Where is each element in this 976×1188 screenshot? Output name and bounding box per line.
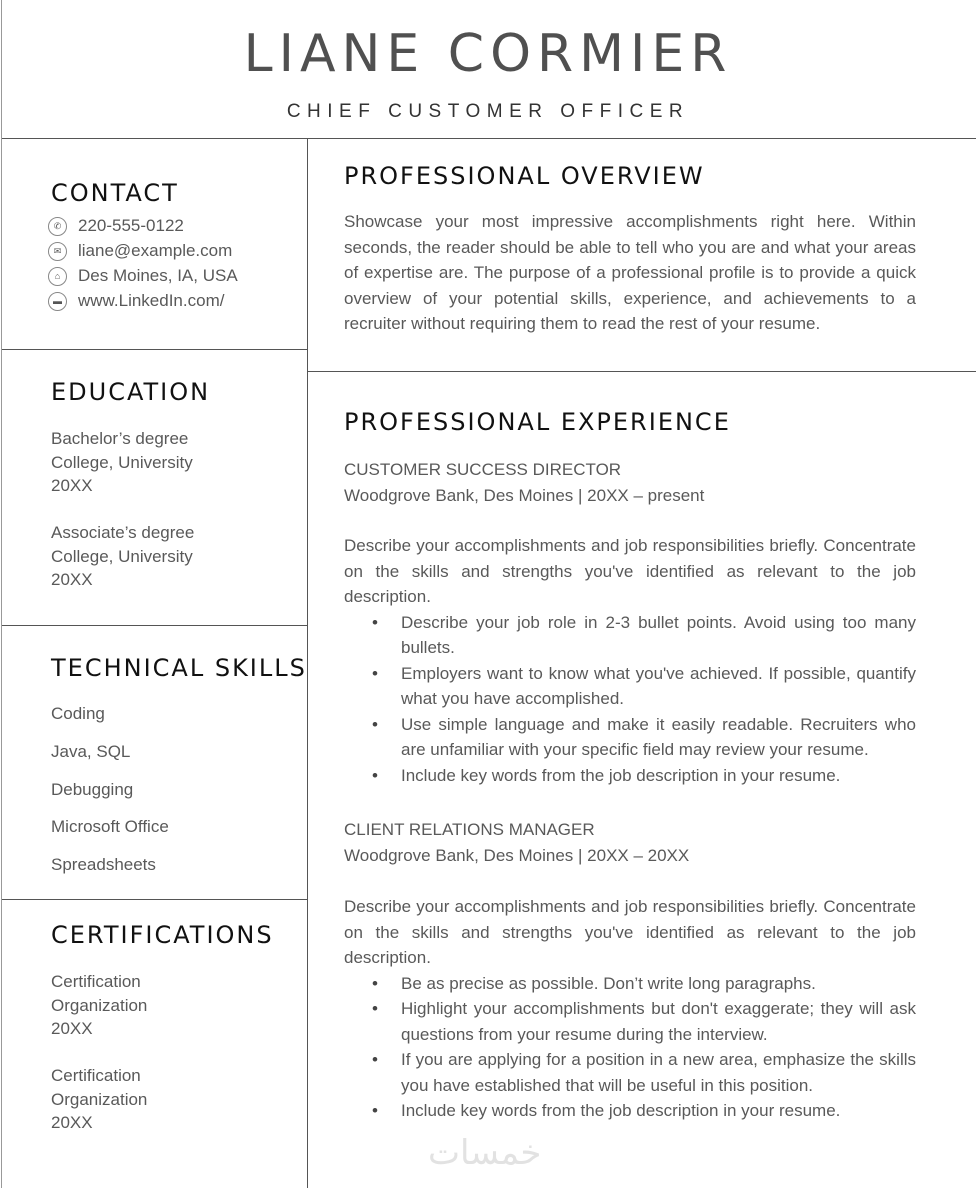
skill-item: Spreadsheets: [51, 855, 156, 874]
bullet-item: • Use simple language and make it easily readable. Recruiters who are unfamiliar with your specific field may review your resume.: [344, 712, 916, 763]
job-header: [344, 817, 689, 869]
year: 20XX: [51, 570, 93, 589]
sidebar-divider: [2, 899, 307, 900]
degree: Associate’s degree: [51, 523, 195, 542]
bullet-item: • If you are applying for a position in a new area, emphasize the skills you have established that will be useful in this position.: [344, 1047, 916, 1098]
candidate-name: LIANE CORMIER: [243, 24, 733, 84]
overview-heading: PROFESSIONAL OVERVIEW: [344, 162, 705, 190]
job-title: CLIENT RELATIONS MANAGER: [344, 820, 595, 839]
page-left-border: [1, 0, 2, 1188]
bullet-item: • Be as precise as possible. Don’t write long paragraphs.: [344, 971, 916, 997]
job-description: Describe your accomplishments and job responsibilities briefly. Concentrate on the skills and strengths you've identified as relevant to the job description.: [344, 536, 916, 606]
bullet-list: [344, 610, 916, 789]
school: College, University: [51, 546, 193, 566]
column-divider: [307, 138, 308, 1188]
skill-item: Debugging: [51, 780, 134, 799]
contact-item: [48, 291, 224, 311]
job-body: [344, 533, 916, 788]
certification-entry: [51, 970, 147, 1041]
job-title: CUSTOMER SUCCESS DIRECTOR: [344, 460, 622, 479]
education-entry: [51, 521, 194, 592]
bullet-item: • Employers want to know what you've achieved. If possible, quantify what you have accomplished.: [344, 661, 916, 712]
contact-text: liane@example.com: [78, 241, 233, 260]
bullet-item: • Include key words from the job description in your resume.: [344, 763, 916, 789]
header-divider: [2, 138, 976, 139]
contact-text: www.LinkedIn.com/: [78, 291, 225, 310]
contact-text: Des Moines, IA, USA: [78, 266, 238, 285]
contact-item: [48, 216, 184, 236]
cert-org: Organization: [51, 1089, 148, 1109]
experience-heading: PROFESSIONAL EXPERIENCE: [344, 408, 731, 436]
cert-year: 20XX: [51, 1113, 93, 1132]
degree: Bachelor’s degree: [51, 429, 189, 448]
bullet-item: • Highlight your accomplishments but don't exaggerate; they will ask questions from your resume during the interview.: [344, 996, 916, 1047]
year: 20XX: [51, 476, 93, 495]
bullet-list: [344, 971, 916, 1124]
bullet-item: • Include key words from the job description in your resume.: [344, 1098, 916, 1124]
home-icon: ⌂: [48, 267, 67, 286]
education-entry: [51, 427, 193, 498]
main-divider: [307, 371, 976, 372]
email-icon: ✉: [48, 242, 67, 261]
overview-text: Showcase your most impressive accomplishments right here. Within seconds, the reader should be able to tell who you are and what your areas of expertise are. The purpose of a professional profile is to provide a quick overview of your potential skills, experience, and achievements to a recruiter without requiring them to read the rest of your resume.: [344, 212, 916, 333]
job-company: Woodgrove Bank, Des Moines | 20XX – 20XX: [344, 846, 690, 865]
contact-heading: CONTACT: [51, 179, 179, 207]
certifications-heading: CERTIFICATIONS: [51, 921, 274, 949]
job-description: Describe your accomplishments and job responsibilities briefly. Concentrate on the skills and strengths you've identified as relevant to the job description.: [344, 897, 916, 967]
bullet-item: • Describe your job role in 2-3 bullet points. Avoid using too many bullets.: [344, 610, 916, 661]
briefcase-icon: ▬: [48, 292, 67, 311]
job-company: Woodgrove Bank, Des Moines | 20XX – present: [344, 486, 705, 505]
contact-item: [48, 266, 238, 286]
contact-item: [48, 241, 232, 261]
education-heading: EDUCATION: [51, 378, 211, 406]
cert-org: Organization: [51, 995, 148, 1015]
job-body: [344, 894, 916, 1124]
contact-text: 220-555-0122: [78, 216, 184, 235]
watermark-logo: خمسات: [428, 1133, 542, 1173]
skill-item: Coding: [51, 704, 105, 723]
sidebar-divider: [2, 625, 307, 626]
job-header: [344, 457, 704, 509]
job-title: CHIEF CUSTOMER OFFICER: [286, 101, 690, 122]
sidebar-divider: [2, 349, 307, 350]
skill-item: Microsoft Office: [51, 817, 169, 836]
skills-heading: TECHNICAL SKILLS: [51, 654, 307, 682]
cert-name: Certification: [51, 1066, 141, 1085]
phone-icon: ✆: [48, 217, 67, 236]
skill-item: Java, SQL: [51, 742, 131, 761]
school: College, University: [51, 452, 193, 472]
certification-entry: [51, 1064, 147, 1135]
cert-year: 20XX: [51, 1019, 93, 1038]
cert-name: Certification: [51, 972, 141, 991]
